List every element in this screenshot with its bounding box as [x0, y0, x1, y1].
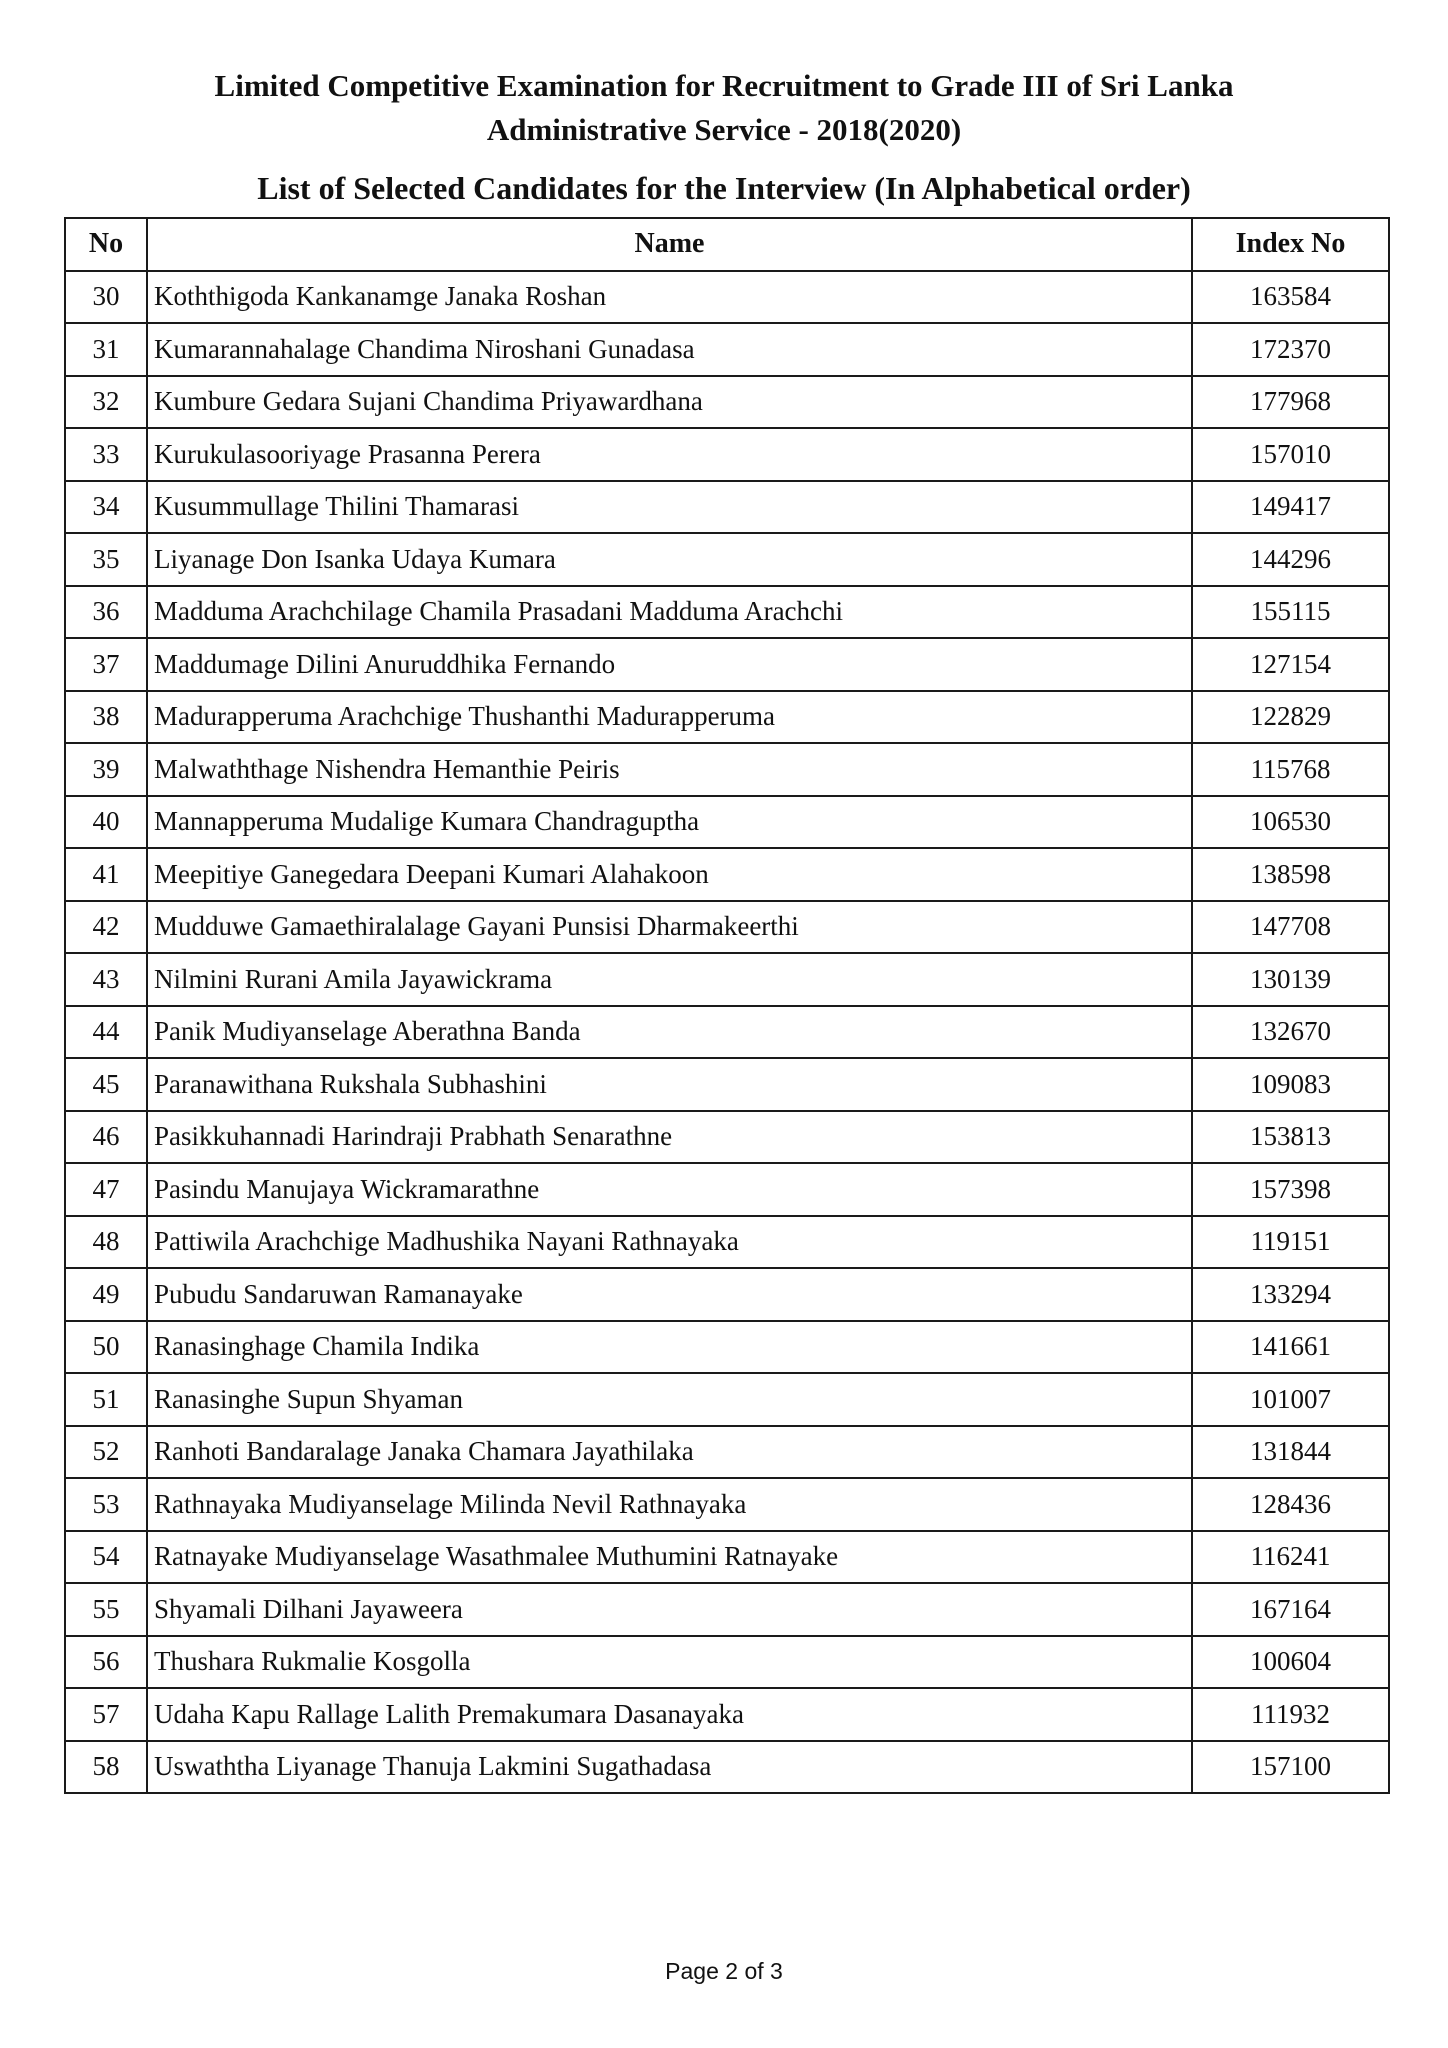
- table-row: [65, 1111, 1389, 1164]
- index-number: 106530: [1192, 796, 1389, 849]
- table-row: [65, 1478, 1389, 1531]
- row-number: 32: [65, 376, 147, 429]
- table-row: [65, 796, 1389, 849]
- table-row: [65, 638, 1389, 691]
- candidate-name: Meepitiye Ganegedara Deepani Kumari Alahakoon: [147, 848, 1192, 901]
- index-number: 153813: [1192, 1111, 1389, 1164]
- header-index-no: Index No: [1192, 218, 1389, 271]
- candidate-name: Ranasinghage Chamila Indika: [147, 1321, 1192, 1374]
- index-number: 116241: [1192, 1531, 1389, 1584]
- table-row: [65, 743, 1389, 796]
- index-number: 167164: [1192, 1583, 1389, 1636]
- row-number: 41: [65, 848, 147, 901]
- candidate-name: Koththigoda Kankanamge Janaka Roshan: [147, 271, 1192, 324]
- candidate-name: Ratnayake Mudiyanselage Wasathmalee Muthumini Ratnayake: [147, 1531, 1192, 1584]
- candidate-name: Uswaththa Liyanage Thanuja Lakmini Sugathadasa: [147, 1741, 1192, 1794]
- table-row: [65, 271, 1389, 324]
- row-number: 58: [65, 1741, 147, 1794]
- table-row: [65, 848, 1389, 901]
- row-number: 49: [65, 1268, 147, 1321]
- row-number: 51: [65, 1373, 147, 1426]
- index-number: 127154: [1192, 638, 1389, 691]
- candidate-name: Thushara Rukmalie Kosgolla: [147, 1636, 1192, 1689]
- row-number: 56: [65, 1636, 147, 1689]
- index-number: 177968: [1192, 376, 1389, 429]
- table-row: [65, 1426, 1389, 1479]
- row-number: 43: [65, 953, 147, 1006]
- index-number: 144296: [1192, 533, 1389, 586]
- candidate-name: Pasikkuhannadi Harindraji Prabhath Senarathne: [147, 1111, 1192, 1164]
- index-number: 155115: [1192, 586, 1389, 639]
- table-header-row: [65, 218, 1389, 271]
- row-number: 54: [65, 1531, 147, 1584]
- row-number: 44: [65, 1006, 147, 1059]
- candidate-name: Kumbure Gedara Sujani Chandima Priyawardhana: [147, 376, 1192, 429]
- index-number: 147708: [1192, 901, 1389, 954]
- title-line-1: Limited Competitive Examination for Recruitment to Grade III of Sri Lanka: [214, 68, 1234, 103]
- row-number: 40: [65, 796, 147, 849]
- candidate-name: Liyanage Don Isanka Udaya Kumara: [147, 533, 1192, 586]
- table-row: [65, 901, 1389, 954]
- row-number: 31: [65, 323, 147, 376]
- candidate-name: Pattiwila Arachchige Madhushika Nayani Rathnayaka: [147, 1216, 1192, 1269]
- index-number: 115768: [1192, 743, 1389, 796]
- candidate-name: Madduma Arachchilage Chamila Prasadani Madduma Arachchi: [147, 586, 1192, 639]
- row-number: 30: [65, 271, 147, 324]
- row-number: 37: [65, 638, 147, 691]
- document-title: [0, 64, 1448, 152]
- index-number: 122829: [1192, 691, 1389, 744]
- table-body: [65, 271, 1389, 1794]
- row-number: 35: [65, 533, 147, 586]
- index-number: 128436: [1192, 1478, 1389, 1531]
- table-row: [65, 1741, 1389, 1794]
- row-number: 33: [65, 428, 147, 481]
- index-number: 131844: [1192, 1426, 1389, 1479]
- document-subtitle: List of Selected Candidates for the Interview (In Alphabetical order): [257, 170, 1191, 206]
- index-number: 119151: [1192, 1216, 1389, 1269]
- index-number: 109083: [1192, 1058, 1389, 1111]
- index-number: 157100: [1192, 1741, 1389, 1794]
- row-number: 55: [65, 1583, 147, 1636]
- candidate-name: Madurapperuma Arachchige Thushanthi Madurapperuma: [147, 691, 1192, 744]
- row-number: 46: [65, 1111, 147, 1164]
- index-number: 101007: [1192, 1373, 1389, 1426]
- table-row: [65, 1688, 1389, 1741]
- candidate-name: Kurukulasooriyage Prasanna Perera: [147, 428, 1192, 481]
- table-row: [65, 533, 1389, 586]
- index-number: 149417: [1192, 481, 1389, 534]
- row-number: 57: [65, 1688, 147, 1741]
- table-row: [65, 428, 1389, 481]
- table-row: [65, 1321, 1389, 1374]
- index-number: 132670: [1192, 1006, 1389, 1059]
- table-row: [65, 323, 1389, 376]
- index-number: 157010: [1192, 428, 1389, 481]
- candidate-name: Mudduwe Gamaethiralalage Gayani Punsisi Dharmakeerthi: [147, 901, 1192, 954]
- candidate-name: Kumarannahalage Chandima Niroshani Gunadasa: [147, 323, 1192, 376]
- candidate-name: Mannapperuma Mudalige Kumara Chandraguptha: [147, 796, 1192, 849]
- table-row: [65, 953, 1389, 1006]
- header-no: No: [65, 218, 147, 271]
- index-number: 163584: [1192, 271, 1389, 324]
- index-number: 111932: [1192, 1688, 1389, 1741]
- index-number: 172370: [1192, 323, 1389, 376]
- table-row: [65, 481, 1389, 534]
- candidate-name: Rathnayaka Mudiyanselage Milinda Nevil Rathnayaka: [147, 1478, 1192, 1531]
- row-number: 36: [65, 586, 147, 639]
- row-number: 45: [65, 1058, 147, 1111]
- row-number: 39: [65, 743, 147, 796]
- table-row: [65, 1373, 1389, 1426]
- table-row: [65, 1163, 1389, 1216]
- row-number: 38: [65, 691, 147, 744]
- row-number: 52: [65, 1426, 147, 1479]
- candidate-name: Ranhoti Bandaralage Janaka Chamara Jayathilaka: [147, 1426, 1192, 1479]
- row-number: 34: [65, 481, 147, 534]
- row-number: 48: [65, 1216, 147, 1269]
- table-row: [65, 1531, 1389, 1584]
- page-number: Page 2 of 3: [665, 1958, 783, 1984]
- table-row: [65, 586, 1389, 639]
- table-row: [65, 1268, 1389, 1321]
- candidate-name: Kusummullage Thilini Thamarasi: [147, 481, 1192, 534]
- candidates-table: [64, 217, 1390, 1794]
- candidate-name: Udaha Kapu Rallage Lalith Premakumara Dasanayaka: [147, 1688, 1192, 1741]
- index-number: 100604: [1192, 1636, 1389, 1689]
- table-row: [65, 1583, 1389, 1636]
- candidate-name: Maddumage Dilini Anuruddhika Fernando: [147, 638, 1192, 691]
- index-number: 138598: [1192, 848, 1389, 901]
- table-row: [65, 1636, 1389, 1689]
- index-number: 141661: [1192, 1321, 1389, 1374]
- row-number: 47: [65, 1163, 147, 1216]
- candidate-name: Nilmini Rurani Amila Jayawickrama: [147, 953, 1192, 1006]
- candidate-name: Ranasinghe Supun Shyaman: [147, 1373, 1192, 1426]
- table-row: [65, 1216, 1389, 1269]
- title-line-2: Administrative Service - 2018(2020): [486, 112, 962, 147]
- row-number: 42: [65, 901, 147, 954]
- row-number: 53: [65, 1478, 147, 1531]
- index-number: 157398: [1192, 1163, 1389, 1216]
- table-row: [65, 1006, 1389, 1059]
- index-number: 130139: [1192, 953, 1389, 1006]
- table-row: [65, 376, 1389, 429]
- candidate-name: Pubudu Sandaruwan Ramanayake: [147, 1268, 1192, 1321]
- candidate-name: Paranawithana Rukshala Subhashini: [147, 1058, 1192, 1111]
- candidate-name: Shyamali Dilhani Jayaweera: [147, 1583, 1192, 1636]
- candidate-name: Pasindu Manujaya Wickramarathne: [147, 1163, 1192, 1216]
- index-number: 133294: [1192, 1268, 1389, 1321]
- table-row: [65, 1058, 1389, 1111]
- candidate-name: Malwaththage Nishendra Hemanthie Peiris: [147, 743, 1192, 796]
- candidate-name: Panik Mudiyanselage Aberathna Banda: [147, 1006, 1192, 1059]
- table-row: [65, 691, 1389, 744]
- header-name: Name: [147, 218, 1192, 271]
- row-number: 50: [65, 1321, 147, 1374]
